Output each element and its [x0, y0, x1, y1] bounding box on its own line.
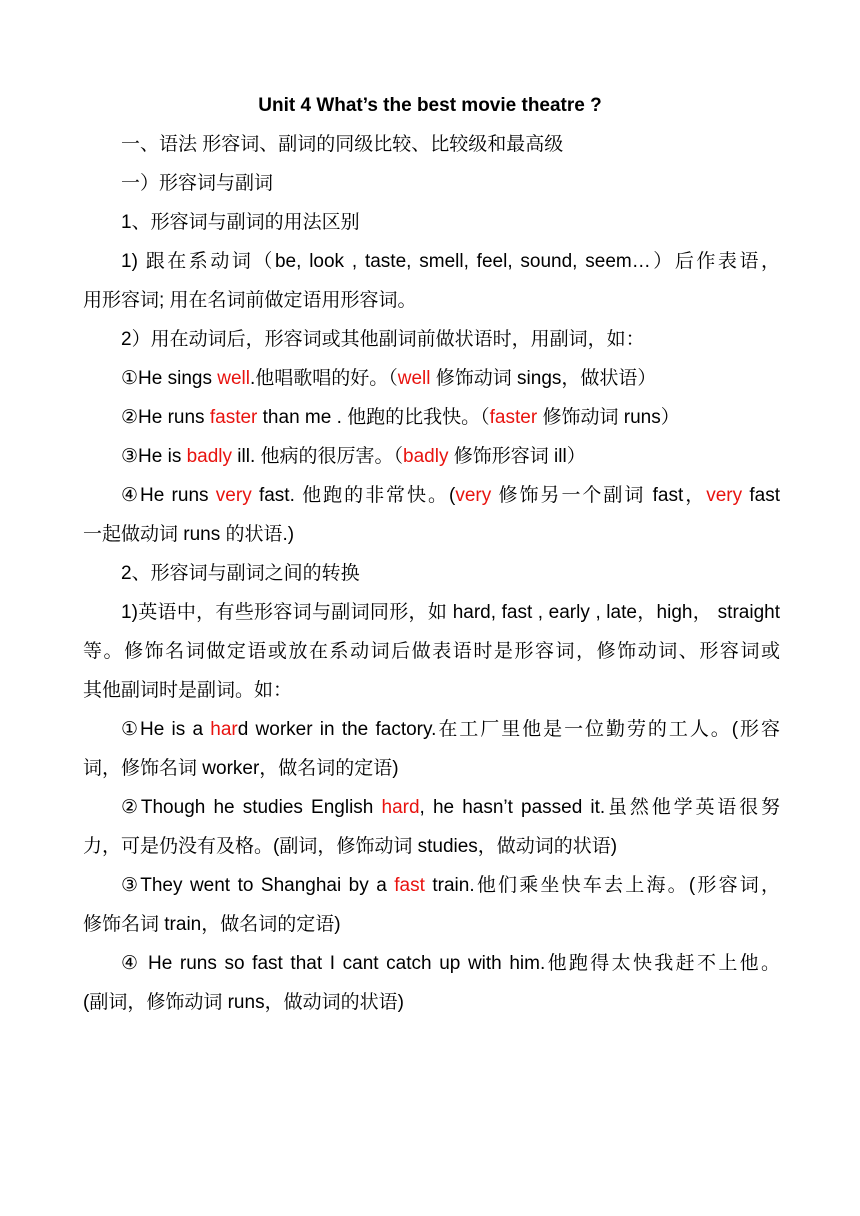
text-run: , he hasn’t passed it.虽然他学英语很努 [419, 797, 780, 818]
text-line-l8 [121, 406, 780, 430]
text-run: 修饰动词 sings，做状语） [430, 368, 657, 389]
highlighted-word: badly [403, 446, 449, 467]
text-run: ①He is a [121, 719, 211, 740]
text-line-l9 [121, 445, 780, 469]
highlighted-word: very [215, 485, 252, 506]
text-run: ②Though he studies English [121, 797, 382, 818]
text-run: fast. 他跑的非常快。( [251, 485, 456, 506]
text-line-l20 [121, 874, 780, 898]
highlighted-word: hard [381, 797, 420, 818]
highlighted-word: fast [394, 875, 425, 896]
highlighted-word: faster [209, 407, 258, 428]
text-line-l1 [121, 133, 780, 157]
text-run: 1) 跟在系动词（be, look , taste, smell, feel, sound, seem…）后作表语， [121, 251, 780, 272]
text-run: 2）用在动词后，形容词或其他副词前做状语时，用副词，如： [121, 329, 645, 350]
text-run: fast [742, 485, 781, 506]
text-run: 修饰另一个副词 fast， [491, 485, 707, 506]
page-title: Unit 4 What’s the best movie theatre ? [258, 95, 602, 116]
text-run: 修饰名词 train，做名词的定语) [83, 914, 341, 935]
text-run: 用形容词; 用在名词前做定语用形容词。 [83, 290, 417, 311]
highlighted-word: very [455, 485, 492, 506]
text-line-l10 [121, 484, 780, 508]
text-line-l17 [83, 757, 780, 781]
text-line-l23 [83, 991, 780, 1015]
text-run: 修饰形容词 ill） [448, 446, 586, 467]
text-run: ④He runs [121, 485, 216, 506]
text-line-l16 [121, 718, 780, 742]
text-line-l6 [121, 328, 780, 352]
text-line-l12 [121, 562, 780, 586]
text-run: (副词，修饰动词 runs，做动词的状语) [83, 992, 404, 1013]
text-line-l5 [83, 289, 780, 313]
text-run: 其他副词时是副词。如： [83, 680, 293, 701]
text-line-l21 [83, 913, 780, 937]
highlighted-word: very [706, 485, 743, 506]
text-run: 1、形容词与副词的用法区别 [121, 212, 360, 233]
text-run: train.他们乘坐快车去上海。(形容词， [424, 875, 780, 896]
text-line-l4 [121, 250, 780, 274]
text-run: ill. 他病的很厉害。（ [232, 446, 404, 467]
text-line-l18 [121, 796, 780, 820]
text-run: 1)英语中，有些形容词与副词同形，如 hard, fast , early , late，high， straight [121, 602, 780, 623]
text-run: 一、语法 形容词、副词的同级比较、比较级和最高级 [121, 134, 564, 155]
text-line-l19 [83, 835, 780, 859]
text-run: 等。修饰名词做定语或放在系动词后做表语时是形容词，修饰动词、形容词或 [83, 641, 780, 662]
highlighted-word: har [210, 719, 238, 740]
text-line-l15 [83, 679, 780, 703]
text-run: 修饰动词 runs） [537, 407, 680, 428]
text-run: than me . 他跑的比我快。（ [257, 407, 490, 428]
highlighted-word: badly [186, 446, 233, 467]
text-run: 一起做动词 runs 的状语.) [83, 524, 295, 545]
text-run: d worker in the factory.在工厂里他是一位勤劳的工人。(形容 [237, 719, 780, 740]
text-line-l14 [83, 640, 780, 664]
text-line-l22 [121, 952, 780, 976]
text-line-l7 [121, 367, 780, 391]
text-run: ②He runs [121, 407, 210, 428]
text-line-l11 [83, 523, 780, 547]
text-run: ③They went to Shanghai by a [121, 875, 395, 896]
text-run: .他唱歌唱的好。（ [249, 368, 398, 389]
text-run: 力，可是仍没有及格。(副词，修饰动词 studies，做动词的状语) [83, 836, 618, 857]
highlighted-word: faster [489, 407, 538, 428]
text-run: ①He sings [121, 368, 218, 389]
text-run: ④ He runs so fast that I cant catch up with him.他跑得太快我赶不上他。 [121, 953, 780, 974]
highlighted-word: well [217, 368, 250, 389]
text-line-l2 [121, 172, 780, 196]
text-line-l3 [121, 211, 780, 235]
text-run: 词，修饰名词 worker，做名词的定语) [83, 758, 399, 779]
text-line-l13 [121, 601, 780, 625]
highlighted-word: well [397, 368, 431, 389]
text-run: 2、形容词与副词之间的转换 [121, 563, 360, 584]
text-run: ③He is [121, 446, 187, 467]
text-run: 一）形容词与副词 [121, 173, 274, 194]
